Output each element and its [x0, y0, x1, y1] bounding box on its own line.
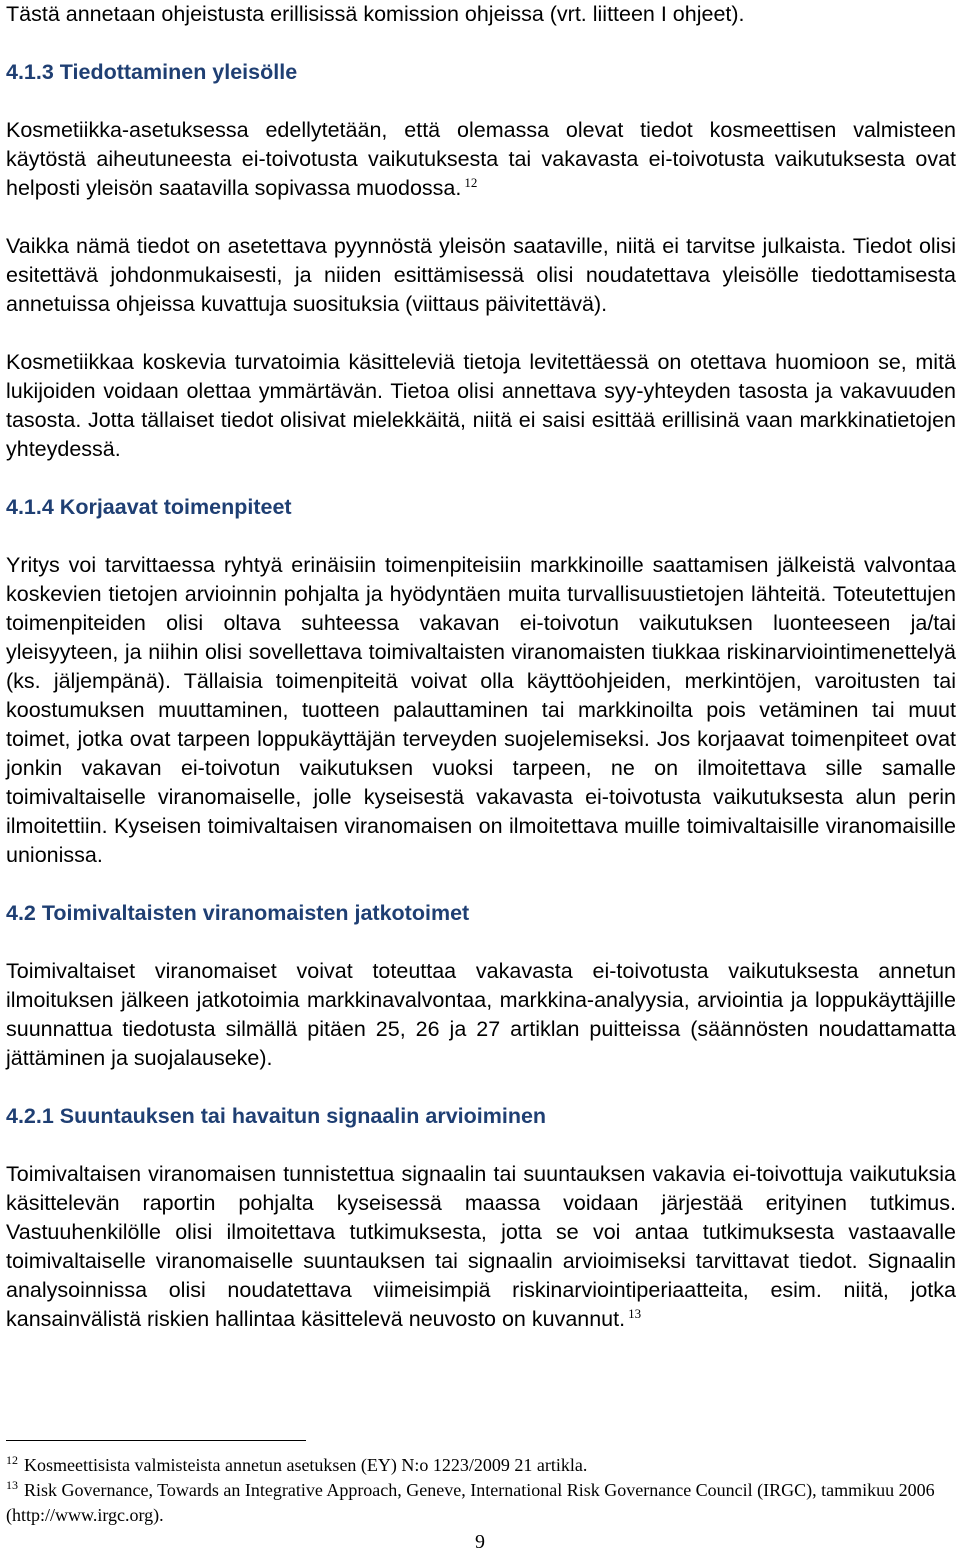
footnote-number: 12 — [6, 1453, 18, 1467]
paragraph-4-2-1-1: Toimivaltaisen viranomaisen tunnistettua signaalin tai suuntauksen vakavia ei-toivottuja vaikutuksia käsittelevän raportin pohjalta kyseisessä maassa voidaan järjestää erityinen tutkimus. Vastuuhenkilölle olisi ilmoitettava tutkimuksesta, jotta se voi antaa tutkimuksesta vastaavalle toimivaltaiselle viranomaiselle suuntauksen tai signaalin arvioimiseksi tarvittavat tiedot. Signaalin analysoinnissa olisi noudatettava viimeisimpiä riskinarviointiperiaatteita, esim. niitä, jotka kansainvälistä riskien hallintaa käsittelevä neuvosto on kuvannut. $^{13}$ — [6, 1162, 956, 1331]
footnote-text: Risk Governance, Towards an Integrative Approach, Geneve, International Risk Governance Council (IRGC), tammikuu 2006 (http://www.irgc.org). — [6, 1480, 935, 1525]
document-page — [6, 0, 956, 1334]
heading-4-1-4: 4.1.4 Korjaavat toimenpiteet — [6, 495, 292, 519]
footnote-12 — [6, 1453, 956, 1478]
footnote-number: 13 — [6, 1478, 18, 1492]
paragraph-4-1-4-1: Yritys voi tarvittaessa ryhtyä erinäisiin toimenpiteisiin markkinoille saattamisen jälkeistä valvontaa koskevien tietojen arvioinnin pohjalta ja hyödyntäen muita turvallisuustietojen lähteitä. Toteutettujen toimenpiteiden olisi oltava suhteessa vakavan ei-toivotun vaikutuksen luonteeseen ja/tai yleisyyteen, ja niihin olisi sovellettava toimivaltaisten viranomaisten tiukkaa riskinarviointimenettelyä (ks. jäljempänä). Tällaisia toimenpiteitä voivat olla käyttöohjeiden, merkintöjen, varoitusten tai koostumuksen muuttaminen, tuotteen palauttaminen tai markkinoilta pois vetäminen tai muut toimet, jotka ovat tarpeen loppukäyttäjän terveyden suojelemiseksi. Jos korjaavat toimenpiteet ovat jonkin vakavan ei-toivotun vaikutuksen vuoksi tarpeen, ne on ilmoitettava sille samalle toimivaltaiselle viranomaiselle, jolle kyseisestä vakavasta ei-toivotusta vaikutuksesta alun perin ilmoitettiin. Kyseisen toimivaltaisen viranomaisen on ilmoitettava muille toimivaltaisille viranomaisille unionissa. — [6, 553, 956, 867]
paragraph-4-1-3-1: Kosmetiikka-asetuksessa edellytetään, että olemassa olevat tiedot kosmeettisen valmisteen käytöstä aiheutuneesta ei-toivotusta vaikutuksesta tai vakavasta ei-toivotusta vaikutuksesta ovat helposti yleisön saatavilla sopivassa muodossa. $^{12}$ — [6, 118, 956, 200]
footnote-text: Kosmeettisista valmisteista annetun asetuksen (EY) N:o 1223/2009 21 artikla. — [24, 1455, 588, 1475]
paragraph-4-2-1: Toimivaltaiset viranomaiset voivat toteuttaa vakavasta ei-toivotusta vaikutuksesta annetun ilmoituksen jälkeen jatkotoimia markkinavalvontaa, markkina-analyysia, arviointia ja loppukäyttäjille suunnattua tiedotusta silmällä pitäen 25, 26 ja 27 artiklan puitteissa (säännösten noudattamatta jättäminen ja suojalauseke). — [6, 959, 956, 1070]
intro-paragraph: Tästä annetaan ohjeistusta erillisissä komission ohjeissa (vrt. liitteen I ohjeet). — [6, 2, 745, 26]
footnote-separator — [6, 1440, 306, 1441]
heading-4-2: 4.2 Toimivaltaisten viranomaisten jatkotoimet — [6, 901, 470, 925]
heading-4-1-3: 4.1.3 Tiedottaminen yleisölle — [6, 60, 298, 84]
footnote-ref-12[interactable]: 12 — [464, 174, 478, 190]
paragraph-4-1-3-3: Kosmetiikkaa koskevia turvatoimia käsitteleviä tietoja levitettäessä on otettava huomioon se, mitä lukijoiden voidaan olettaa ymmärtävän. Tietoa olisi annettava syy-yhteyden tasosta ja vakavuuden tasosta. Jotta tällaiset tiedot olisivat mielekkäitä, niitä ei saisi esittää erillisinä vaan markkinatietojen yhteydessä. — [6, 350, 956, 461]
footnote-13 — [6, 1478, 956, 1528]
page-number: 9 — [475, 1531, 485, 1553]
footnote-ref-13[interactable]: 13 — [628, 1305, 642, 1321]
heading-4-2-1: 4.2.1 Suuntauksen tai havaitun signaalin arvioiminen — [6, 1104, 547, 1128]
footnotes — [6, 1453, 956, 1528]
paragraph-4-1-3-2: Vaikka nämä tiedot on asetettava pyynnöstä yleisön saataville, niitä ei tarvitse julkaista. Tiedot olisi esitettävä johdonmukaisesti, ja niiden esittämisessä olisi noudatettava yleisölle tiedottamisesta annetuissa ohjeissa kuvattuja suosituksia (viittaus päivitettävä). — [6, 234, 956, 316]
